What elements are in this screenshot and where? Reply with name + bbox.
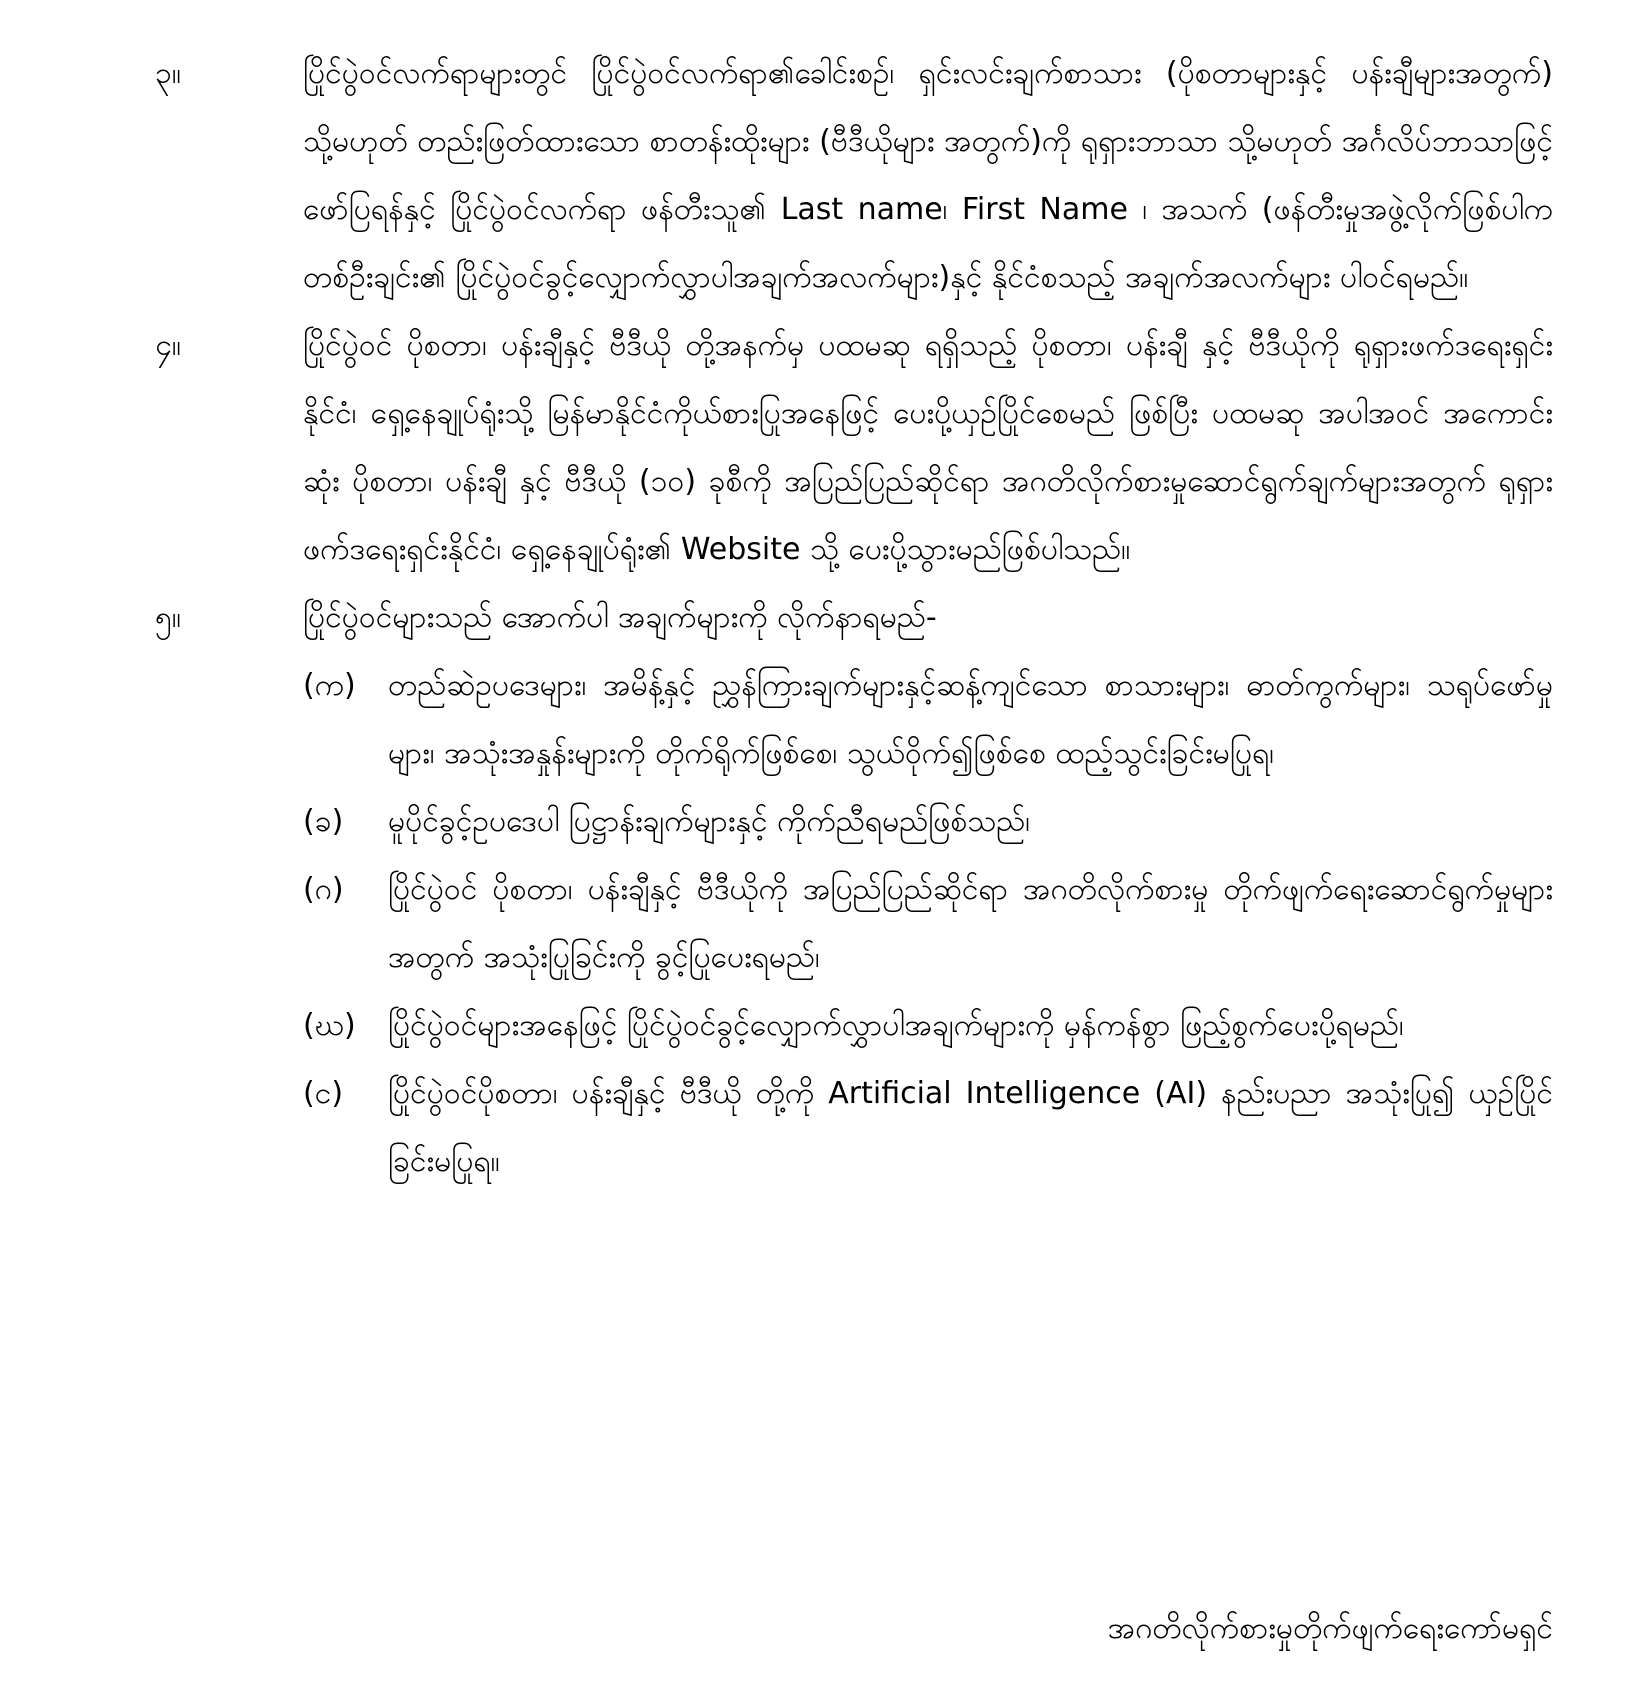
- list-item-marker: (င): [303, 1076, 344, 1111]
- list-item-marker: (ဃ): [303, 1008, 356, 1043]
- list-item: [303, 788, 1553, 856]
- list-item: [303, 652, 1553, 788]
- paragraph-4: [155, 312, 1553, 584]
- paragraph-3: [155, 40, 1553, 312]
- list-item-text: မူပိုင်ခွင့်ဥပဒေပါ ပြဋ္ဌာန်းချက်များနှင့် ကိုက်ညီရမည်ဖြစ်သည်၊: [388, 804, 1031, 839]
- paragraph-number: ၃။: [155, 56, 181, 91]
- list-item: [303, 992, 1553, 1060]
- list-item-marker: (ဂ): [303, 872, 344, 907]
- paragraph-number: ၄။: [155, 328, 181, 363]
- list-item: [303, 856, 1553, 992]
- list-item-text: ပြိုင်ပွဲဝင်များအနေဖြင့် ပြိုင်ပွဲဝင်ခွင့်လျှောက်လွှာပါအချက်များကို မှန်ကန်စွာ ဖြည့်စွက်ပေးပို့ရမည်၊: [388, 1008, 1404, 1043]
- paragraph-text: ပြိုင်ပွဲဝင် ပိုစတာ၊ ပန်းချီနှင့် ဗီဒီယို တို့အနက်မှ ပထမဆု ရရှိသည့် ပိုစတာ၊ ပန်းချီ နှင့် ဗီဒီယိုကို ရုရှားဖက်ဒရေးရှင်းနိုင်ငံ၊ ရှေ့နေချုပ်ရုံးသို့ မြန်မာနိုင်ငံကိုယ်စားပြုအနေဖြင့် ပေးပို့ယှဉ်ပြိုင်စေမည် ဖြစ်ပြီး ပထမဆု အပါအဝင် အကောင်းဆုံး ပိုစတာ၊ ပန်းချီ နှင့် ဗီဒီယို (၁၀) ခုစီကို အပြည်ပြည်ဆိုင်ရာ အဂတိလိုက်စားမှုဆောင်ရွက်ချက်များအတွက် ရုရှားဖက်ဒရေးရှင်းနိုင်ငံ၊ ရှေ့နေချုပ်ရုံး၏ Website သို့ ပေးပို့သွားမည်ဖြစ်ပါသည်။: [303, 328, 1553, 567]
- list-item-marker: (ခ): [303, 804, 344, 839]
- paragraph-5: [155, 584, 1553, 652]
- list-item-text: ပြိုင်ပွဲဝင် ပိုစတာ၊ ပန်းချီနှင့် ဗီဒီယိုကို အပြည်ပြည်ဆိုင်ရာ အဂတိလိုက်စားမှု တိုက်ဖျက်ရေးဆောင်ရွက်မှုများအတွက် အသုံးပြုခြင်းကို ခွင့်ပြုပေးရမည်၊: [388, 872, 1553, 975]
- list-item-marker: (က): [303, 668, 356, 703]
- paragraph-text: ပြိုင်ပွဲဝင်လက်ရာများတွင် ပြိုင်ပွဲဝင်လက်ရာ၏ခေါင်းစဉ်၊ ရှင်းလင်းချက်စာသား (ပိုစတာများနှင့် ပန်းချီများအတွက်) သို့မဟုတ် တည်းဖြတ်ထားသော စာတန်းထိုးများ (ဗီဒီယိုများ အတွက်)ကို ရုရှားဘာသာ သို့မဟုတ် အင်္ဂလိပ်ဘာသာဖြင့်ဖော်ပြရန်နှင့် ပြိုင်ပွဲဝင်လက်ရာ ဖန်တီးသူ၏ Last name၊ First Name ၊ အသက် (ဖန်တီးမှုအဖွဲ့လိုက်ဖြစ်ပါက တစ်ဦးချင်း၏ ပြိုင်ပွဲဝင်ခွင့်လျှောက်လွှာပါအချက်အလက်များ)နှင့် နိုင်ငံစသည့် အချက်အလက်များ ပါဝင်ရမည်။: [303, 56, 1553, 295]
- document-body: [155, 40, 1553, 1196]
- paragraph-number: ၅။: [155, 600, 181, 635]
- signature-authority: အဂတိလိုက်စားမှုတိုက်ဖျက်ရေးကော်မရှင်: [1107, 1611, 1553, 1646]
- list-item-text: တည်ဆဲဥပဒေများ၊ အမိန့်နှင့် ညွှန်ကြားချက်များနှင့်ဆန့်ကျင်သော စာသားများ၊ ဓာတ်ကွက်များ၊ သရုပ်ဖော်မှုများ၊ အသုံးအနှုန်းများကို တိုက်ရိုက်ဖြစ်စေ၊ သွယ်ဝိုက်၍ဖြစ်စေ ထည့်သွင်းခြင်းမပြုရ၊: [388, 668, 1553, 771]
- paragraph-text: ပြိုင်ပွဲဝင်များသည် အောက်ပါ အချက်များကို လိုက်နာရမည်-: [303, 600, 937, 635]
- rules-list: [303, 652, 1553, 1196]
- list-item-text: ပြိုင်ပွဲဝင်ပိုစတာ၊ ပန်းချီနှင့် ဗီဒီယို တို့ကို Artificial Intelligence (AI) နည်းပညာ အသုံးပြု၍ ယှဉ်ပြိုင်ခြင်းမပြုရ။: [388, 1076, 1553, 1179]
- list-item: [303, 1060, 1553, 1196]
